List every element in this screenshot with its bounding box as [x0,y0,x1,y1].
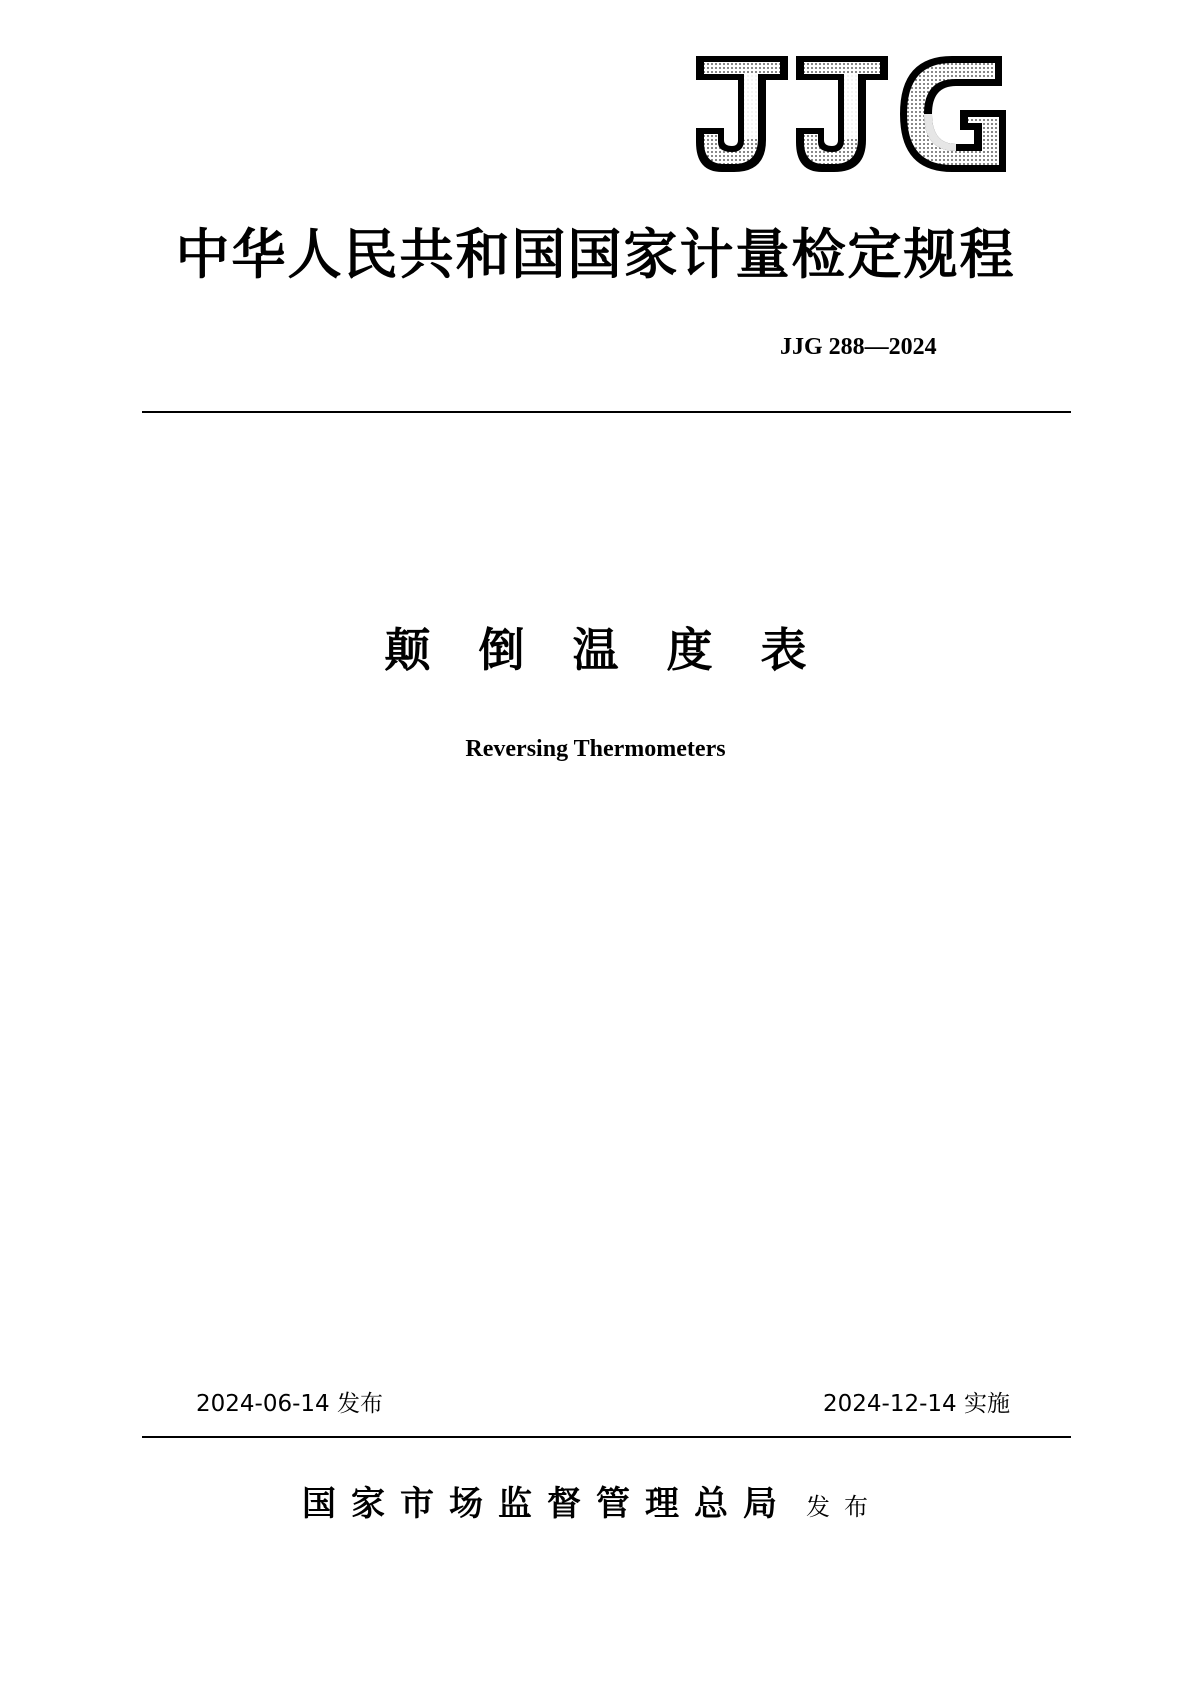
publisher-suffix: 发布 [806,1493,882,1521]
logo-letter-j-second [796,56,888,172]
standard-number: JJG 288—2024 [780,334,937,360]
publisher-name: 国家市场监督管理总局 [302,1484,792,1524]
top-divider [142,411,1071,413]
logo-letter-j-first [696,56,788,172]
publisher [302,1482,882,1532]
implementation-date: 2024-12-14 实施 [823,1391,1010,1417]
bottom-divider [142,1436,1071,1438]
logo-letter-g [900,56,1006,172]
jjg-logo [694,54,1006,176]
document-title-cn: 颠倒温度表 [384,623,855,677]
document-title-en: Reversing Thermometers [465,736,726,762]
issue-date: 2024-06-14 发布 [196,1391,383,1417]
regulation-series-title: 中华人民共和国国家计量检定规程 [175,222,1016,286]
jjg-logo-icon [694,54,1006,176]
